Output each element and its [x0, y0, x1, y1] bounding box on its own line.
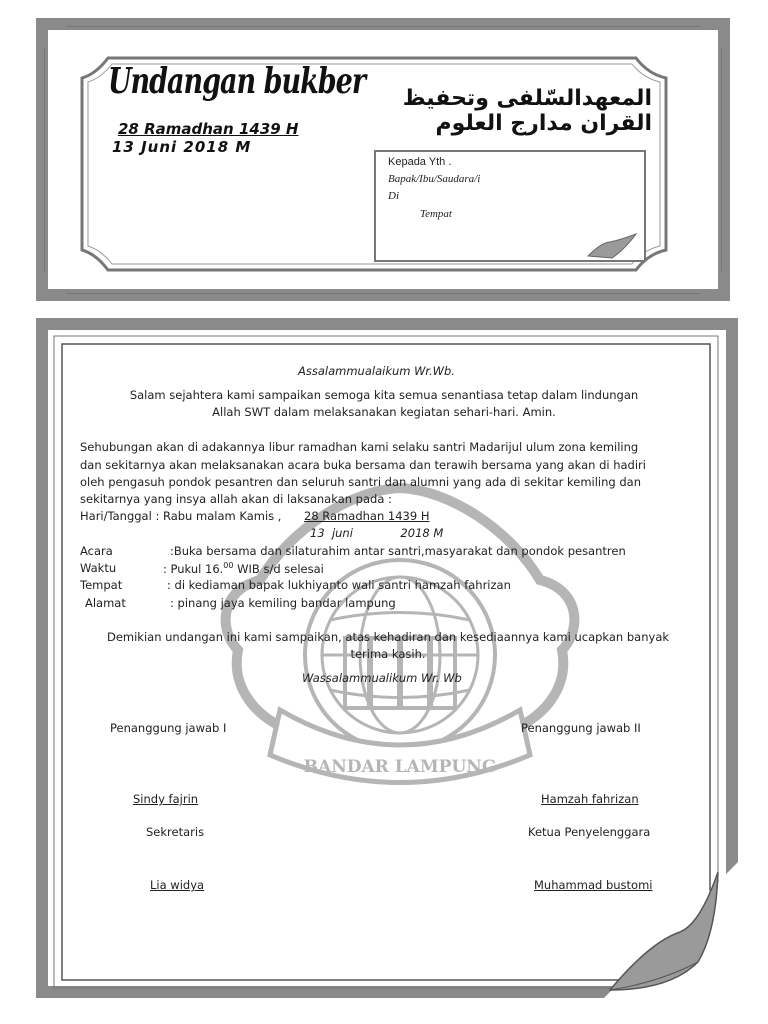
- address-recipient-label: Kepada Yth .: [388, 156, 452, 168]
- farewell: Wassalammualikum Wr. Wb: [302, 671, 462, 685]
- body-line-2: dan sekitarnya akan melaksanakan acara buka bersama dan terawih bersama yang akan di hadiri: [80, 458, 646, 472]
- closing-line-2: terima kasih.: [350, 647, 426, 661]
- body-line-4: sekitarnya yang insya allah akan di laksanakan pada :: [80, 492, 392, 506]
- tempat-value: : di kediaman bapak lukhiyanto wali santri hamzah fahrizan: [167, 578, 511, 592]
- alamat-value: : pinang jaya kemiling bandar lampung: [170, 596, 396, 610]
- page-curl-small: [580, 228, 644, 262]
- address-recipient: Bapak/Ibu/Saudara/i: [388, 173, 481, 185]
- waktu-label: Waktu: [80, 561, 117, 575]
- closing-line-1: Demikian undangan ini kami sampaikan, atas kehadiran dan kesediaannya kami ucapkan banyak: [106, 630, 670, 644]
- invitation-title: Undangan bukber: [108, 62, 366, 103]
- address-di: Di: [388, 190, 399, 202]
- pj1-title: Penanggung jawab I: [110, 721, 227, 735]
- letter-greeting: Assalammualaikum Wr.Wb.: [298, 364, 455, 378]
- tanggal-line: 13 juni 2018 M: [310, 526, 444, 540]
- body-line-3: oleh pengasuh pondok pesantren dan seluruh santri dan alumni yang ada di sekitar kemiling dan: [80, 475, 641, 489]
- pj2-name: Hamzah fahrizan: [541, 792, 639, 806]
- hari-label: Hari/Tanggal : Rabu malam Kamis ,: [80, 509, 282, 523]
- acara-label: Acara: [80, 544, 113, 558]
- page-curl-large: [590, 862, 740, 1007]
- date-masehi: 13 Juni 2018 M: [112, 138, 252, 156]
- tempat-label: Tempat: [80, 578, 123, 592]
- acara-value: :Buka bersama dan silaturahim antar santri,masyarakat dan pondok pesantren: [170, 544, 626, 558]
- alamat-label: Alamat: [85, 596, 126, 610]
- body-line-1: Sehubungan akan di adakannya libur ramadhan kami selaku santri Madarijul ulum zona kemiling: [80, 440, 639, 454]
- address-place: Tempat: [420, 208, 452, 220]
- intro-line-1: Salam sejahtera kami sampaikan semoga kita semua senantiasa tetap dalam lindungan: [129, 388, 639, 402]
- waktu-value: : Pukul 16.00 WIB s/d selesai: [163, 561, 324, 576]
- ketua-name: Muhammad bustomi: [534, 878, 653, 892]
- pj1-name: Sindy fajrin: [133, 792, 199, 806]
- date-hijri: 28 Ramadhan 1439 H: [118, 120, 299, 138]
- institution-name-arabic: المعهدالسّلفى وتحفيظ القران مدارج العلوم: [402, 86, 652, 136]
- watermark-text: BANDAR LAMPUNG: [303, 757, 497, 777]
- ketua-title: Ketua Penyelenggara: [528, 825, 651, 839]
- pj2-title: Penanggung jawab II: [521, 721, 641, 735]
- intro-line-2: Allah SWT dalam melaksanakan kegiatan sehari-hari. Amin.: [212, 405, 556, 419]
- hari-value: 28 Ramadhan 1439 H: [304, 509, 430, 523]
- sekretaris-title: Sekretaris: [146, 825, 205, 839]
- sekretaris-name: Lia widya: [150, 878, 205, 892]
